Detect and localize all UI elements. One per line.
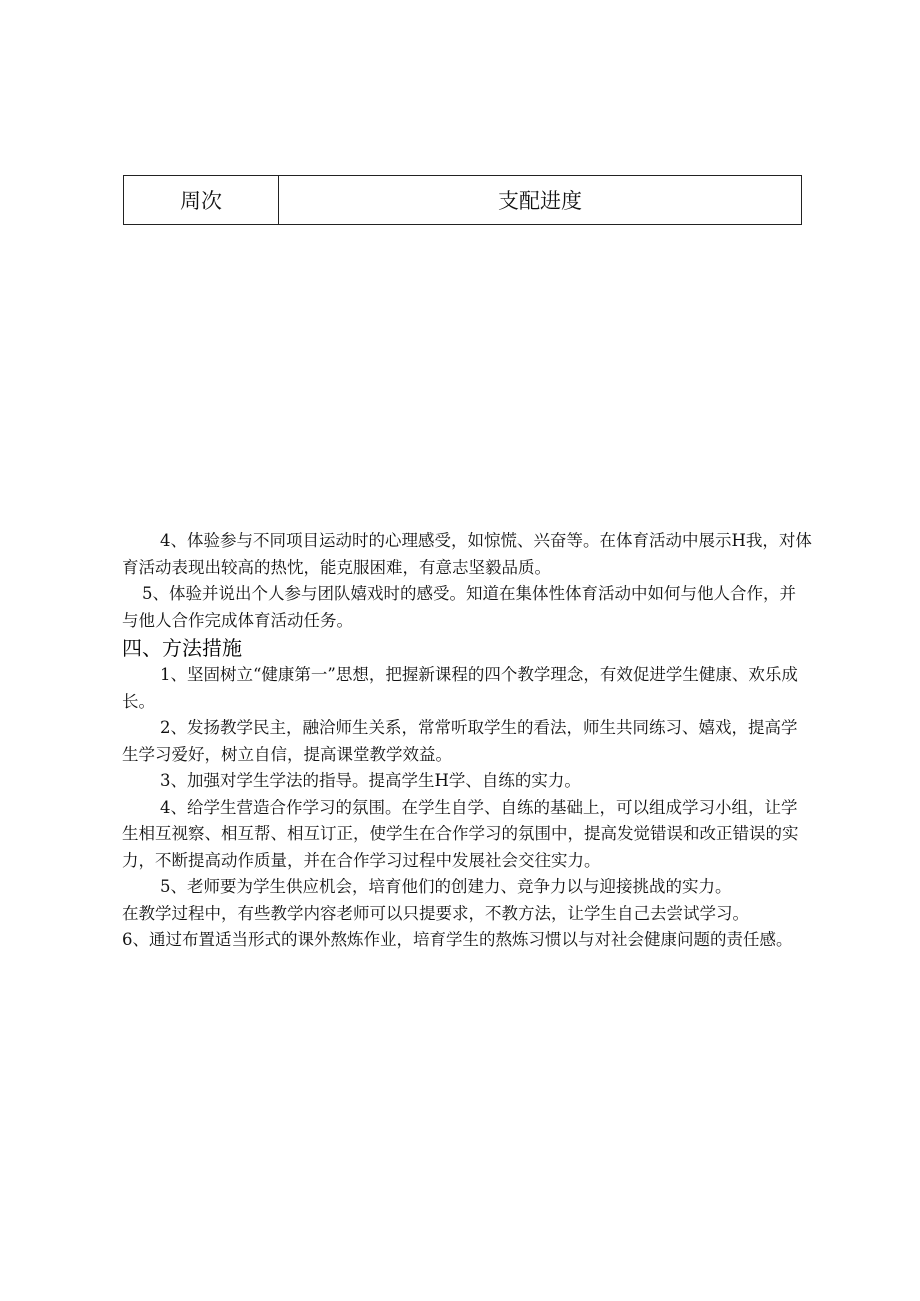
table-header-row — [124, 176, 802, 225]
objective-5: 5、体验并说出个人参与团队嬉戏时的感受。知道在集体性体育活动中如何与他人合作，并与他人合作完成体育活动任务。 — [122, 584, 796, 630]
method-item-3: 3、加强对学生学法的指导。提高学生H学、自练的实力。 — [160, 771, 581, 790]
method-item-5-continued: 在教学过程中，有些教学内容老师可以只提要求，不教方法，让学生自己去尝试学习。 — [122, 903, 749, 923]
header-progress: 支配进度 — [279, 176, 802, 225]
section-heading: 四、方法措施 — [122, 636, 242, 660]
schedule-header-table — [123, 175, 802, 225]
method-item-4: 4、给学生营造合作学习的氛围。在学生自学、自练的基础上，可以组成学习小组，让学生相互视察、相互帮、相互订正，使学生在合作学习的氛围中，提高发觉错误和改正错误的实力，不断提高动作质量，并在合作学习过程中发展社会交往实力。 — [122, 797, 799, 870]
document-body — [122, 528, 812, 954]
method-item-5: 5、老师要为学生供应机会，培育他们的创建力、竞争力以与迎接挑战的实力。 — [160, 877, 732, 896]
method-item-2: 2、发扬教学民主，融洽师生关系，常常听取学生的看法，师生共同练习、嬉戏，提高学生学习爱好，树立自信，提高课堂教学效益。 — [122, 718, 798, 764]
method-item-6: 6、通过布置适当形式的课外熬炼作业，培育学生的熬炼习惯以与对社会健康问题的责任感。 — [122, 930, 793, 949]
method-item-1: 1、坚固树立“健康第一”思想，把握新课程的四个教学理念，有效促进学生健康、欢乐成长。 — [122, 665, 798, 711]
objective-4: 4、体验参与不同项目运动时的心理感受，如惊慌、兴奋等。在体育活动中展示H我，对体育活动表现出较高的热忱，能克服困难，有意志坚毅品质。 — [122, 531, 812, 577]
header-week: 周次 — [124, 176, 279, 225]
